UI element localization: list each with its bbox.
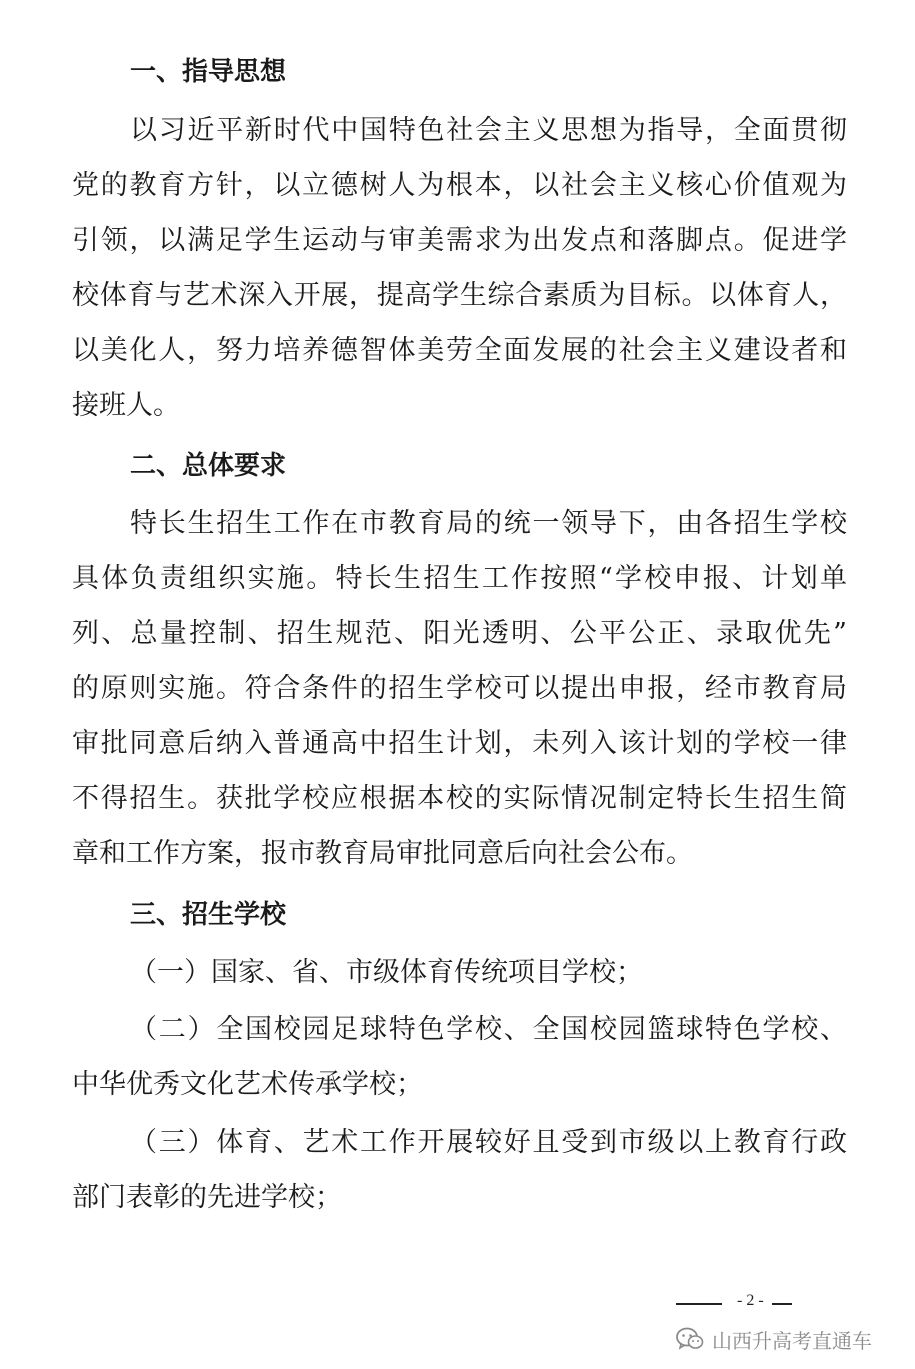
section-heading-enrolling-schools: 三、招生学校: [130, 900, 287, 930]
list-item: （三）体育、艺术工作开展较好且受到市级以上教育行政: [130, 1127, 847, 1158]
paragraph-line: 审批同意后纳入普通高中招生计划，未列入该计划的学校一律: [72, 728, 847, 759]
list-item-continuation: 部门表彰的先进学校；: [72, 1182, 342, 1213]
paragraph-line: 党的教育方针，以立德树人为根本，以社会主义核心价值观为: [72, 170, 847, 201]
paragraph-line: 不得招生。获批学校应根据本校的实际情况制定特长生招生简: [72, 783, 847, 814]
section-heading-general-requirements: 二、总体要求: [130, 451, 287, 481]
paragraph-line: 章和工作方案，报市教育局审批同意后向社会公布。: [72, 838, 693, 869]
wechat-icon: [676, 1327, 704, 1351]
paragraph-line: 接班人。: [72, 390, 180, 421]
page-number: - 2 -: [737, 1292, 764, 1309]
paragraph-line: 的原则实施。符合条件的招生学校可以提出申报，经市教育局: [72, 673, 847, 704]
footer-rule-right: [772, 1303, 792, 1305]
paragraph-line: 校体育与艺术深入开展，提高学生综合素质为目标。以体育人，: [72, 280, 847, 311]
paragraph-line: 列、总量控制、招生规范、阳光透明、公平公正、录取优先”: [72, 618, 847, 649]
watermark: [676, 1324, 872, 1354]
paragraph-line: 以习近平新时代中国特色社会主义思想为指导，全面贯彻: [130, 115, 847, 146]
watermark-text: 山西升高考直通车: [712, 1328, 872, 1353]
paragraph-line: 特长生招生工作在市教育局的统一领导下，由各招生学校: [130, 508, 847, 539]
paragraph-line: 以美化人，努力培养德智体美劳全面发展的社会主义建设者和: [72, 335, 847, 366]
section-heading-guiding-ideology: 一、指导思想: [130, 57, 287, 87]
footer-rule-left: [676, 1303, 722, 1305]
list-item: （二）全国校园足球特色学校、全国校园篮球特色学校、: [130, 1014, 847, 1045]
paragraph-line: 具体负责组织实施。特长生招生工作按照“学校申报、计划单: [72, 563, 847, 594]
paragraph-line: 引领，以满足学生运动与审美需求为出发点和落脚点。促进学: [72, 225, 847, 256]
list-item-continuation: 中华优秀文化艺术传承学校；: [72, 1069, 423, 1100]
list-item: （一）国家、省、市级体育传统项目学校；: [130, 957, 643, 988]
